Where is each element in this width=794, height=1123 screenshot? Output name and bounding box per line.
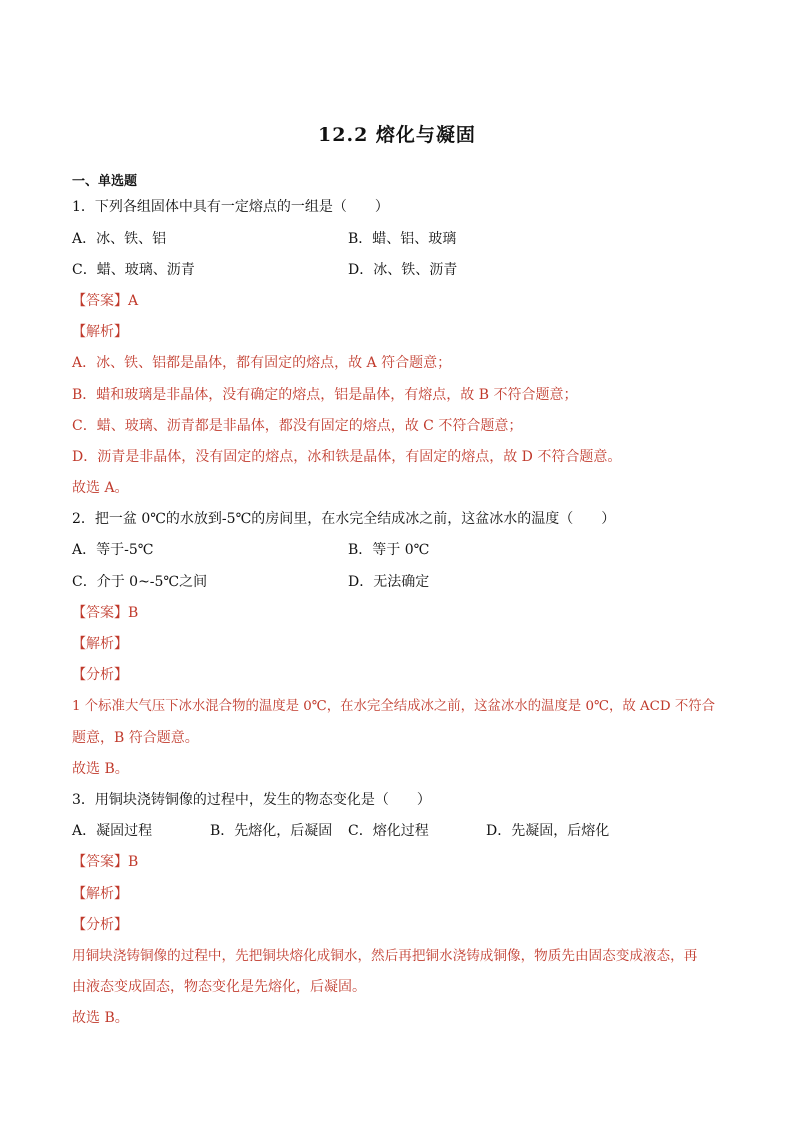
q3-conclusion: 故选 B。: [72, 1010, 129, 1026]
q1-conclusion: 故选 A。: [72, 480, 129, 496]
section-heading: 一、单选题: [72, 174, 138, 189]
q3-analysis-label: 【解析】: [72, 886, 128, 902]
q3-option-a: A．凝固过程: [72, 823, 153, 839]
q1-stem: 1．下列各组固体中具有一定熔点的一组是（ ）: [72, 199, 389, 215]
q2-stem: 2．把一盆 0℃的水放到-5℃的房间里，在水完全结成冰之前，这盆冰水的温度（ ）: [72, 511, 616, 527]
q2-fenxi-label: 【分析】: [72, 667, 128, 683]
q1-option-c: C．蜡、玻璃、沥青: [72, 262, 195, 278]
q2-option-a: A．等于-5℃: [72, 542, 154, 558]
q3-answer: 【答案】B: [72, 854, 139, 870]
q1-analysis-line: A．冰、铁、铝都是晶体，都有固定的熔点，故 A 符合题意；: [72, 355, 452, 371]
q3-option-b: B．先熔化，后凝固: [210, 823, 333, 839]
page-title: 12.2 熔化与凝固: [318, 124, 476, 146]
q1-analysis-line: C．蜡、玻璃、沥青都是非晶体，都没有固定的熔点，故 C 不符合题意；: [72, 418, 523, 434]
q3-analysis-line: 由液态变成固态，物态变化是先熔化，后凝固。: [72, 979, 366, 995]
q2-option-c: C．介于 0~-5℃之间: [72, 574, 208, 590]
q3-option-d: D．先凝固，后熔化: [486, 823, 610, 839]
q2-answer: 【答案】B: [72, 605, 139, 621]
q1-answer: 【答案】A: [72, 293, 139, 309]
q2-analysis-line: 题意，B 符合题意。: [72, 730, 199, 746]
q1-analysis-line: D．沥青是非晶体，没有固定的熔点，冰和铁是晶体，有固定的熔点，故 D 不符合题意。: [72, 449, 622, 465]
q3-option-c: C．熔化过程: [348, 823, 429, 839]
q1-option-a: A．冰、铁、铝: [72, 231, 167, 247]
q1-analysis-line: B．蜡和玻璃是非晶体，没有确定的熔点，铝是晶体，有熔点，故 B 不符合题意；: [72, 387, 578, 403]
q2-analysis-line: 1 个标准大气压下冰水混合物的温度是 0℃，在水完全结成冰之前，这盆冰水的温度是 0℃，故 ACD 不符合: [72, 699, 716, 714]
q2-analysis-label: 【解析】: [72, 636, 128, 652]
q1-option-d: D．冰、铁、沥青: [348, 262, 458, 278]
q3-analysis-line: 用铜块浇铸铜像的过程中，先把铜块熔化成铜水，然后再把铜水浇铸成铜像，物质先由固态变成液态，再: [72, 948, 698, 964]
q2-option-b: B．等于 0℃: [348, 542, 430, 558]
q2-conclusion: 故选 B。: [72, 761, 129, 777]
q3-stem: 3．用铜块浇铸铜像的过程中，发生的物态变化是（ ）: [72, 792, 431, 808]
q2-option-d: D．无法确定: [348, 574, 430, 590]
q3-fenxi-label: 【分析】: [72, 917, 128, 933]
q1-option-b: B．蜡、铝、玻璃: [348, 231, 457, 247]
q1-analysis-label: 【解析】: [72, 324, 128, 340]
